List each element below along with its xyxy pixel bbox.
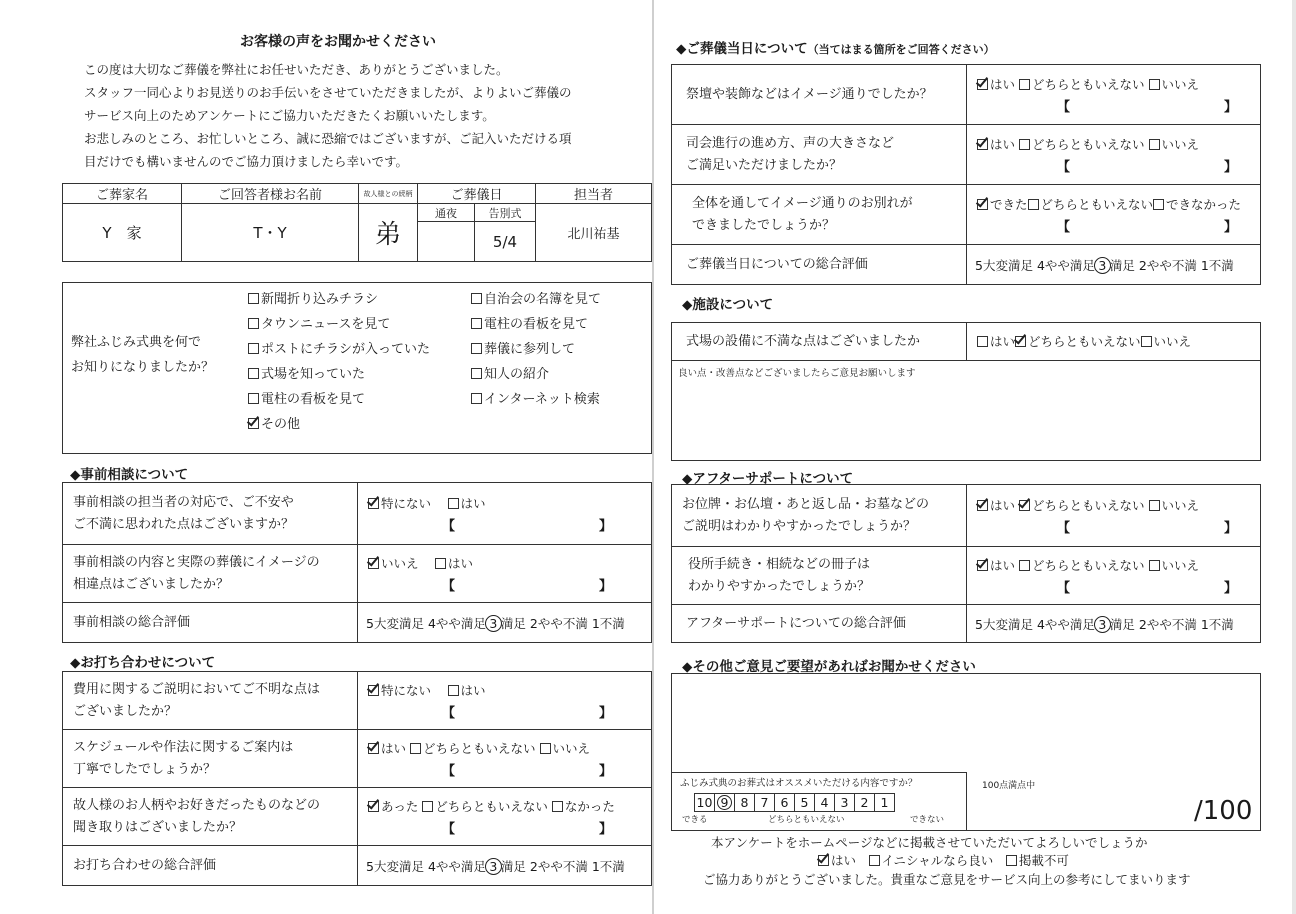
option-neighborhood[interactable]: 自治会の名簿を見て	[471, 287, 601, 312]
checkbox-checked-icon	[977, 560, 988, 571]
survey-title: お客様の声をお聞かせください	[240, 34, 436, 50]
other-comment-area[interactable]	[672, 674, 1260, 772]
pre-heading: ◆事前相談について	[70, 467, 189, 483]
publish-options	[818, 851, 1069, 869]
checkbox-checked-icon	[1015, 336, 1026, 347]
day-q1-comment[interactable]: 【 】	[1057, 100, 1237, 115]
meeting-q3-opt-yes[interactable]: あった	[368, 799, 418, 814]
other-box	[671, 673, 1261, 831]
after-q2-comment[interactable]: 【 】	[1057, 581, 1237, 596]
checkbox-icon	[1006, 855, 1017, 866]
after-q1-comment[interactable]: 【 】	[1057, 521, 1237, 536]
selected-circle-icon: 3	[485, 858, 502, 875]
source-question: 弊社ふじみ式典を何で お知りになりましたか？	[71, 335, 215, 375]
facility-opt-yes[interactable]: はい	[977, 334, 1015, 349]
checkbox-checked-icon	[368, 558, 379, 569]
checkbox-checked-icon	[368, 685, 379, 696]
meeting-q1: 費用に関するご説明においてご不明な点は ございましたか？	[63, 672, 358, 730]
meeting-table	[62, 671, 652, 886]
source-options-right	[471, 287, 601, 412]
meeting-q1-opt-none[interactable]: 特にない	[368, 683, 431, 698]
relation-value: 弟	[359, 204, 418, 262]
checkbox-icon	[552, 801, 563, 812]
checkbox-checked-icon	[977, 139, 988, 150]
day-q3-opt-couldnt[interactable]: できなかった	[1153, 197, 1241, 212]
checkbox-icon	[1149, 139, 1160, 150]
checkbox-icon	[540, 743, 551, 754]
after-q1: お位牌・お仏壇・あと返し品・お墓などの ご説明はわかりやすかったでしょうか？	[672, 485, 967, 547]
header-farewell: 告別式	[475, 204, 536, 222]
meeting-q2-opt-no[interactable]: いいえ	[540, 741, 591, 756]
checkbox-icon	[471, 343, 482, 354]
checkbox-icon	[869, 855, 880, 866]
scale-8[interactable]: 8	[735, 794, 755, 812]
scale-3[interactable]: 3	[835, 794, 855, 812]
meeting-q2-opt-yes[interactable]: はい	[368, 741, 406, 756]
option-town-news[interactable]: タウンニュースを見て	[248, 312, 430, 337]
score-value: /100	[1194, 796, 1253, 826]
after-q2-opt-no[interactable]: いいえ	[1149, 558, 1200, 573]
meeting-q2-answer	[358, 730, 652, 788]
after-total: アフターサポートについての総合評価	[672, 605, 967, 643]
day-q1-answer	[967, 65, 1261, 125]
checkbox-icon	[471, 368, 482, 379]
day-q2-opt-neither[interactable]: どちらともいえない	[1019, 137, 1145, 152]
option-post-flyer[interactable]: ポストにチラシが入っていた	[248, 337, 430, 362]
checkbox-icon	[448, 685, 459, 696]
facility-q1-answer	[967, 323, 1261, 361]
pre-q1-opt-none[interactable]: 特にない	[368, 496, 431, 511]
farewell-value: 5/4	[475, 222, 536, 262]
thanks-text: ご協力ありがとうございました。貴重なご意見をサービス向上の参考にしてまいります	[703, 872, 1191, 887]
checkbox-icon	[1019, 79, 1030, 90]
page-edge	[1292, 0, 1296, 914]
checkbox-checked-icon	[977, 500, 988, 511]
option-pole-sign[interactable]: 電柱の看板を見て	[471, 312, 601, 337]
after-q2: 役所手続き・相続などの冊子は わかりやすかったでしょうか？	[672, 547, 967, 605]
publish-question: 本アンケートをホームページなどに掲載させていただいてよろしいでしょうか	[711, 835, 1148, 850]
checkbox-icon	[471, 318, 482, 329]
scale-4[interactable]: 4	[815, 794, 835, 812]
pre-q1-comment[interactable]: 【 】	[442, 519, 612, 534]
source-box	[62, 282, 652, 454]
day-total: ご葬儀当日についての総合評価	[672, 245, 967, 285]
day-q1-opt-no[interactable]: いいえ	[1149, 77, 1200, 92]
after-q1-opt-yes[interactable]: はい	[977, 498, 1015, 513]
meeting-q3-opt-neither[interactable]: どちらともいえない	[422, 799, 548, 814]
day-q3-comment[interactable]: 【 】	[1057, 220, 1237, 235]
publish-opt-yes[interactable]: はい	[818, 853, 856, 868]
checkbox-icon	[1149, 560, 1160, 571]
after-q2-answer	[967, 547, 1261, 605]
pre-q2-comment[interactable]: 【 】	[442, 579, 612, 594]
pre-q1-answer	[358, 483, 652, 545]
scale-2[interactable]: 2	[855, 794, 875, 812]
meeting-total: お打ち合わせの総合評価	[63, 846, 358, 886]
facility-opt-neither[interactable]: どちらともいえない	[1015, 334, 1141, 349]
checkbox-icon	[1149, 500, 1160, 511]
after-q1-opt-no[interactable]: いいえ	[1149, 498, 1200, 513]
checkbox-checked-icon	[368, 801, 379, 812]
pre-total: 事前相談の総合評価	[63, 603, 358, 643]
checkbox-icon	[410, 743, 421, 754]
meeting-q1-comment[interactable]: 【 】	[442, 706, 612, 721]
day-q1-opt-neither[interactable]: どちらともいえない	[1019, 77, 1145, 92]
checkbox-checked-icon	[368, 498, 379, 509]
header-wake: 通夜	[418, 204, 475, 222]
after-q2-opt-neither[interactable]: どちらともいえない	[1019, 558, 1145, 573]
facility-comment-box[interactable]: 良い点・改善点などございましたらご意見お願いします	[672, 361, 1261, 461]
option-knew-venue[interactable]: 式場を知っていた	[248, 362, 430, 387]
meeting-q1-opt-yes[interactable]: はい	[448, 683, 486, 698]
day-q2-opt-yes[interactable]: はい	[977, 137, 1015, 152]
checkbox-checked-icon	[248, 418, 259, 429]
meeting-q3: 故人様のお人柄やお好きだったものなどの 聞き取りはございましたか？	[63, 788, 358, 846]
checkbox-icon	[471, 393, 482, 404]
day-total-rating[interactable]: 5大変満足 4やや満足 3 満足 2やや不満 1不満	[967, 245, 1261, 285]
selected-circle-icon: 3	[1094, 257, 1111, 274]
publish-opt-initial[interactable]: イニシャルなら良い	[869, 853, 994, 868]
option-other[interactable]: その他	[248, 412, 430, 437]
meeting-q3-answer	[358, 788, 652, 846]
header-name: ご回答者様お名前	[182, 184, 359, 204]
after-q2-opt-yes[interactable]: はい	[977, 558, 1015, 573]
scale-5[interactable]: 5	[795, 794, 815, 812]
info-table	[62, 183, 652, 262]
selected-circle-icon: 3	[1094, 616, 1111, 633]
scale-10[interactable]: 10	[695, 794, 715, 812]
checkbox-icon	[248, 343, 259, 354]
day-q2-opt-no[interactable]: いいえ	[1149, 137, 1200, 152]
meeting-q2-opt-neither[interactable]: どちらともいえない	[410, 741, 536, 756]
page-fold	[652, 0, 654, 914]
scale-7[interactable]: 7	[755, 794, 775, 812]
checkbox-icon	[1141, 336, 1152, 347]
checkbox-icon	[977, 336, 988, 347]
publish-opt-no[interactable]: 掲載不可	[1006, 853, 1069, 868]
day-q3-opt-could[interactable]: できた	[977, 197, 1028, 212]
scale-1[interactable]: 1	[875, 794, 895, 812]
after-heading: ◆アフターサポートについて	[682, 471, 854, 487]
day-q3-answer	[967, 185, 1261, 245]
checkbox-icon	[422, 801, 433, 812]
header-staff: 担当者	[536, 184, 652, 204]
meeting-q2: スケジュールや作法に関するご案内は 丁寧でしたでしょうか？	[63, 730, 358, 788]
checkbox-icon	[1019, 560, 1030, 571]
checkbox-icon	[448, 498, 459, 509]
checkbox-icon	[435, 558, 446, 569]
pre-q2-opt-no[interactable]: いいえ	[368, 556, 419, 571]
checkbox-checked-icon	[977, 199, 988, 210]
checkbox-icon	[1149, 79, 1160, 90]
pre-q2-answer	[358, 545, 652, 603]
checkbox-icon	[471, 293, 482, 304]
meeting-total-rating[interactable]: 5大変満足 4やや満足 3 満足 2やや不満 1不満	[358, 846, 652, 886]
source-options-left	[248, 287, 430, 437]
header-date: ご葬儀日	[418, 184, 536, 204]
day-q1: 祭壇や装飾などはイメージ通りでしたか？	[672, 65, 967, 125]
pre-total-rating[interactable]: 5大変満足 4やや満足 3 満足 2やや不満 1不満	[358, 603, 652, 643]
facility-opt-no[interactable]: いいえ	[1141, 334, 1192, 349]
day-table	[671, 64, 1261, 285]
meeting-heading: ◆お打ち合わせについて	[70, 655, 216, 671]
pre-q1: 事前相談の担当者の対応で、ご不安や ご不満に思われた点はございますか？	[63, 483, 358, 545]
name-value: T・Y	[182, 204, 359, 262]
checkbox-icon	[1153, 199, 1164, 210]
after-q1-opt-neither[interactable]: どちらともいえない	[1019, 498, 1145, 513]
checkbox-icon	[248, 368, 259, 379]
recommend-area: ふじみ式典のお葬式はオススメいただける内容ですか？ 10 9 8 7 6 5 4 3 2 1 できる どちらともいえない できない	[672, 772, 967, 831]
checkbox-checked-icon	[977, 79, 988, 90]
selected-circle-icon: 3	[485, 615, 502, 632]
meeting-q1-answer	[358, 672, 652, 730]
after-q1-answer	[967, 485, 1261, 547]
recommend-scale	[694, 793, 895, 812]
meeting-q2-comment[interactable]: 【 】	[442, 764, 612, 779]
checkbox-icon	[1019, 139, 1030, 150]
day-q2: 司会進行の進め方、声の大きさなど ご満足いただけましたか？	[672, 125, 967, 185]
facility-heading: ◆施設について	[682, 297, 774, 313]
day-q2-comment[interactable]: 【 】	[1057, 160, 1237, 175]
checkbox-checked-icon	[818, 855, 829, 866]
checkbox-icon	[248, 293, 259, 304]
checkbox-checked-icon	[1019, 500, 1030, 511]
intro-text: この度は大切なご葬儀を弊社にお任せいただき、ありがとうございました。 スタッフ一同心よりお見送りのお手伝いをさせていただきましたが、よりよいご葬儀の サービス向上のためアンケートにご協力いただきたくお願いいたします。 お悲しみのところ、お忙しいところ、誠に恐縮ではございますが、ご記入いただける項 目だけでも構いませんのでご協力頂けましたら幸いです。	[84, 62, 572, 169]
pre-q2-opt-yes[interactable]: はい	[435, 556, 473, 571]
meeting-q3-opt-no[interactable]: なかった	[552, 799, 615, 814]
after-table	[671, 484, 1261, 643]
other-heading: ◆その他ご意見ご要望があればお聞かせください	[682, 659, 976, 675]
checkbox-icon	[248, 393, 259, 404]
checkbox-icon	[1028, 199, 1039, 210]
checkbox-icon	[248, 318, 259, 329]
day-q2-answer	[967, 125, 1261, 185]
option-attended[interactable]: 葬儀に参列して	[471, 337, 601, 362]
staff-value: 北川祐基	[536, 204, 652, 262]
option-pole-sign-2[interactable]: 電柱の看板を見て	[248, 387, 430, 412]
option-referral[interactable]: 知人の紹介	[471, 362, 601, 387]
pre-q1-opt-yes[interactable]: はい	[448, 496, 486, 511]
pre-q2: 事前相談の内容と実際の葬儀にイメージの 相違点はございましたか？	[63, 545, 358, 603]
facility-table	[671, 322, 1261, 461]
scale-9[interactable]	[715, 794, 735, 812]
facility-q1: 式場の設備に不満な点はございましたか	[672, 323, 967, 361]
family-value: Y 家	[63, 204, 182, 262]
checkbox-checked-icon	[368, 743, 379, 754]
header-relation: 故人様との続柄	[359, 184, 418, 204]
after-total-rating[interactable]: 5大変満足 4やや満足 3 満足 2やや不満 1不満	[967, 605, 1261, 643]
pre-table	[62, 482, 652, 643]
day-heading: ◆ご葬儀当日について（当てはまる箇所をご回答ください）	[676, 41, 995, 57]
day-q3-opt-neither[interactable]: どちらともいえない	[1028, 197, 1154, 212]
day-q3: 全体を通してイメージ通りのお別れが できましたでしょうか？	[672, 185, 967, 245]
meeting-q3-comment[interactable]: 【 】	[442, 822, 612, 837]
scale-labels: できる どちらともいえない できない	[682, 815, 945, 825]
points-note: 100点満点中	[982, 781, 1036, 791]
option-internet[interactable]: インターネット検索	[471, 387, 601, 412]
option-newspaper[interactable]: 新聞折り込みチラシ	[248, 287, 430, 312]
day-q1-opt-yes[interactable]: はい	[977, 77, 1015, 92]
scale-6[interactable]: 6	[775, 794, 795, 812]
header-family: ご葬家名	[63, 184, 182, 204]
selected-circle-icon: 9	[717, 795, 732, 810]
wake-value	[418, 222, 475, 262]
